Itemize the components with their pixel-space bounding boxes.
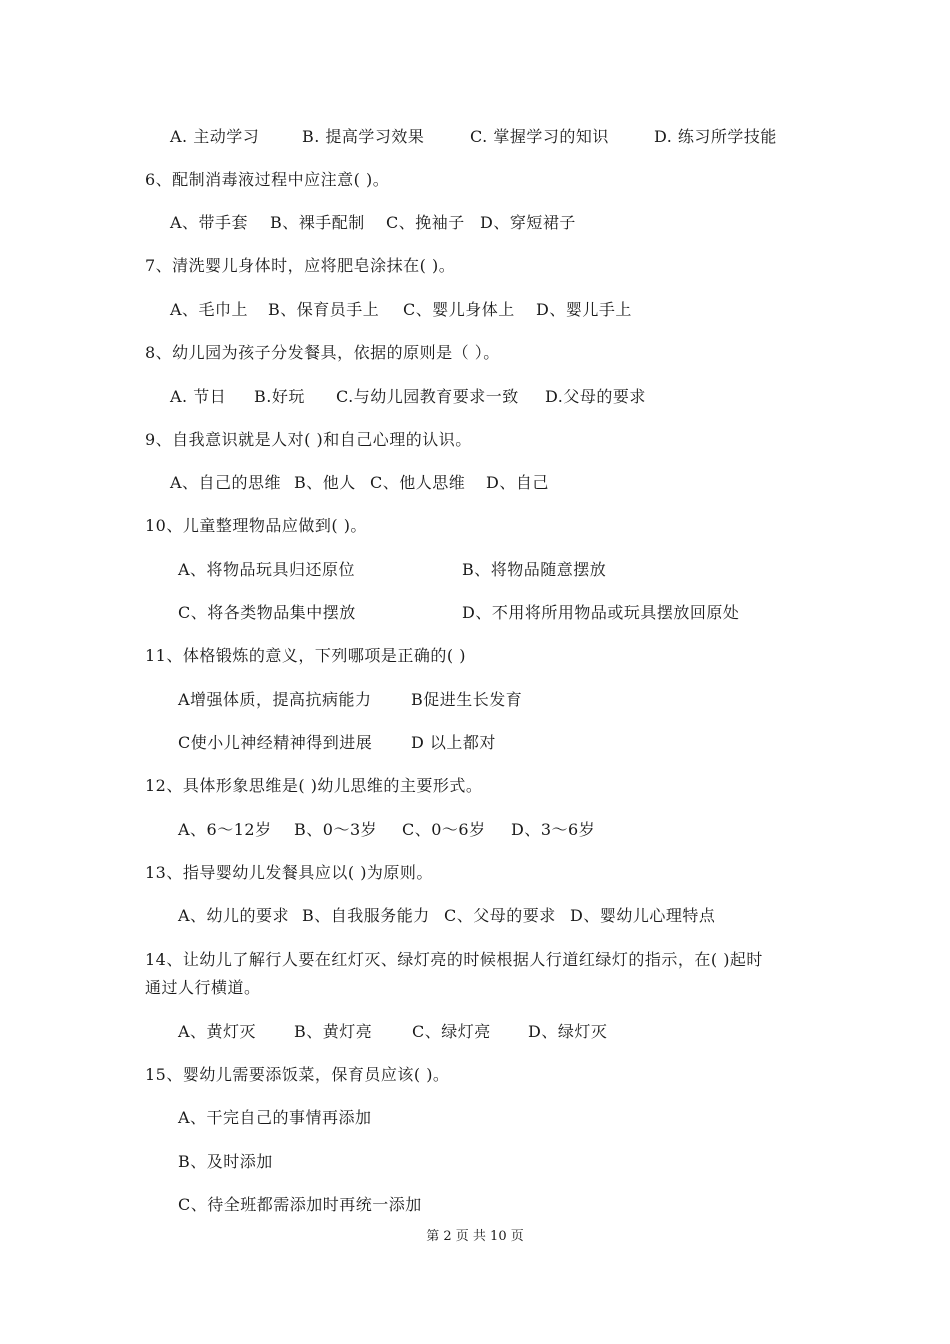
- q15-option-b: B、及时添加: [178, 1152, 273, 1171]
- page-footer: 第 2 页 共 10 页: [426, 1229, 524, 1244]
- q12-option-b: B、0～3岁: [294, 820, 378, 839]
- q10-option-d: D、不用将所用物品或玩具摆放回原处: [462, 603, 740, 622]
- q7-option-d: D、婴儿手上: [536, 300, 632, 319]
- q6-option-b: B、裸手配制: [270, 213, 365, 232]
- q15-stem: 15、婴幼儿需要添饭菜，保育员应该( )。: [145, 1065, 450, 1084]
- q14-option-b: B、黄灯亮: [294, 1022, 373, 1041]
- q6-option-d: D、穿短裙子: [480, 213, 576, 232]
- q13-option-c: C、父母的要求: [444, 906, 556, 925]
- q12-stem: 12、具体形象思维是( )幼儿思维的主要形式。: [145, 776, 483, 795]
- q14-stem-line2: 通过人行横道。: [145, 978, 261, 997]
- q15-option-c: C、待全班都需添加时再统一添加: [178, 1195, 422, 1214]
- q11-option-c: C使小儿神经精神得到进展: [178, 733, 373, 752]
- q9-option-a: A、自己的思维: [170, 473, 282, 492]
- q9-stem: 9、自我意识就是人对( )和自己心理的认识。: [145, 430, 472, 449]
- q7-option-a: A、毛巾上: [170, 300, 249, 319]
- q10-option-b: B、将物品随意摆放: [462, 560, 607, 579]
- q14-stem-line1: 14、让幼儿了解行人要在红灯灭、绿灯亮的时候根据人行道红绿灯的指示，在( )起时: [145, 950, 763, 969]
- q13-stem: 13、指导婴幼儿发餐具应以( )为原则。: [145, 863, 433, 882]
- q9-option-b: B、他人: [294, 473, 356, 492]
- q10-option-a: A、将物品玩具归还原位: [178, 560, 356, 579]
- q14-option-c: C、绿灯亮: [412, 1022, 491, 1041]
- q11-option-d: D 以上都对: [411, 733, 496, 752]
- q5-option-c: C. 掌握学习的知识: [470, 127, 609, 146]
- q9-option-d: D、自己: [486, 473, 549, 492]
- q12-option-a: A、6～12岁: [178, 820, 272, 839]
- q13-option-b: B、自我服务能力: [302, 906, 430, 925]
- q5-option-a: A. 主动学习: [170, 127, 260, 146]
- q13-option-d: D、婴幼儿心理特点: [570, 906, 716, 925]
- q8-stem: 8、幼儿园为孩子分发餐具，依据的原则是（ ）。: [145, 343, 500, 362]
- q5-option-b: B. 提高学习效果: [302, 127, 425, 146]
- q13-option-a: A、幼儿的要求: [178, 906, 290, 925]
- q6-stem: 6、配制消毒液过程中应注意( )。: [145, 170, 390, 189]
- q8-option-d: D.父母的要求: [545, 387, 646, 406]
- q11-option-b: B促进生长发育: [411, 690, 523, 709]
- q7-option-c: C、婴儿身体上: [403, 300, 515, 319]
- q5-option-d: D. 练习所学技能: [654, 127, 777, 146]
- q14-option-a: A、黄灯灭: [178, 1022, 257, 1041]
- q12-option-c: C、0～6岁: [402, 820, 486, 839]
- q7-option-b: B、保育员手上: [268, 300, 380, 319]
- q7-stem: 7、清洗婴儿身体时，应将肥皂涂抹在( )。: [145, 256, 456, 275]
- q12-option-d: D、3～6岁: [511, 820, 596, 839]
- q11-stem: 11、体格锻炼的意义，下列哪项是正确的( ): [145, 646, 466, 665]
- q10-stem: 10、儿童整理物品应做到( )。: [145, 516, 367, 535]
- q8-option-b: B.好玩: [254, 387, 305, 406]
- q15-option-a: A、干完自己的事情再添加: [178, 1108, 372, 1127]
- q6-option-a: A、带手套: [170, 213, 249, 232]
- q11-option-a: A增强体质，提高抗病能力: [178, 690, 372, 709]
- q9-option-c: C、他人思维: [370, 473, 466, 492]
- q14-option-d: D、绿灯灭: [528, 1022, 608, 1041]
- q10-option-c: C、将各类物品集中摆放: [178, 603, 356, 622]
- q8-option-c: C.与幼儿园教育要求一致: [336, 387, 519, 406]
- q8-option-a: A. 节日: [170, 387, 227, 406]
- q6-option-c: C、挽袖子: [386, 213, 465, 232]
